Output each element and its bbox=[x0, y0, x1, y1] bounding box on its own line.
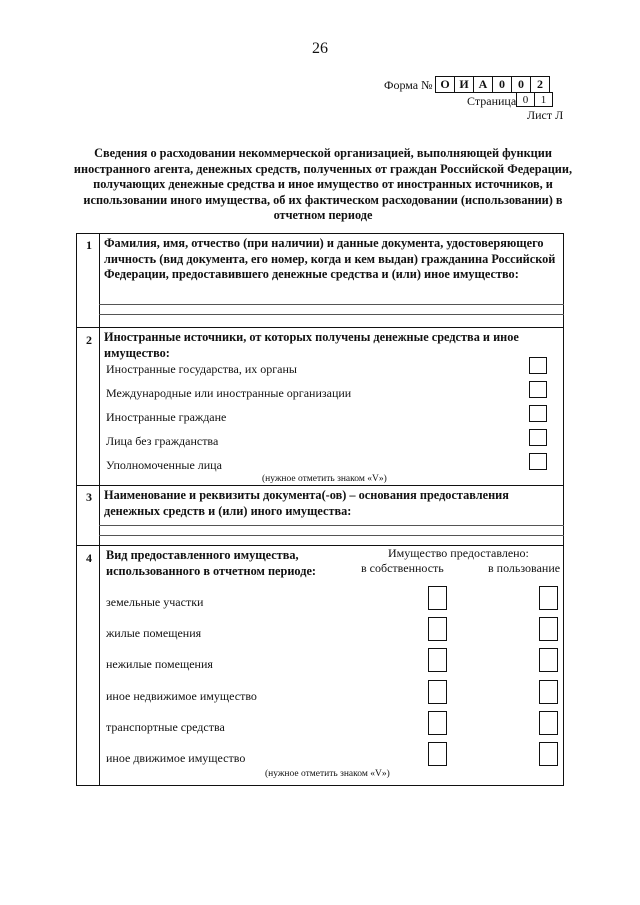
checkbox-ownership-other-movable[interactable] bbox=[428, 742, 447, 766]
column-ownership: в собственность bbox=[361, 561, 444, 575]
checkbox-foreign-citizens[interactable] bbox=[529, 405, 547, 422]
property-type-item: иное недвижимое имущество bbox=[106, 689, 257, 703]
checkbox-ownership-nonresidential[interactable] bbox=[428, 648, 447, 672]
form-code-cell: 0 bbox=[492, 76, 512, 93]
form-code-cell: О bbox=[435, 76, 455, 93]
checkbox-stateless-persons[interactable] bbox=[529, 429, 547, 446]
form-number-label: Форма № bbox=[384, 78, 433, 92]
column-use: в пользование bbox=[488, 561, 561, 575]
section-2-number: 2 bbox=[86, 333, 92, 347]
checkbox-use-land[interactable] bbox=[539, 586, 558, 610]
property-provided-label: Имущество предоставлено: bbox=[388, 546, 529, 560]
section-1-number: 1 bbox=[86, 238, 92, 252]
section-4-heading: Вид предоставленного имущества, использованного в отчетном периоде: bbox=[106, 548, 316, 578]
checkbox-use-nonresidential[interactable] bbox=[539, 648, 558, 672]
checkbox-authorized-persons[interactable] bbox=[529, 453, 547, 470]
section-2-heading: Иностранные источники, от которых получены денежные средства и иное имущество: bbox=[104, 330, 519, 360]
form-code-cell: А bbox=[473, 76, 493, 93]
foreign-source-item: Иностранные граждане bbox=[106, 410, 227, 424]
input-line bbox=[99, 535, 564, 536]
page-label: Страница bbox=[467, 94, 517, 108]
page-number: 26 bbox=[312, 40, 328, 57]
input-line bbox=[99, 304, 564, 305]
property-type-item: нежилые помещения bbox=[106, 657, 213, 671]
checkbox-ownership-vehicles[interactable] bbox=[428, 711, 447, 735]
section-3-number: 3 bbox=[86, 490, 92, 504]
property-type-item: жилые помещения bbox=[106, 626, 202, 640]
checkbox-use-other-real-estate[interactable] bbox=[539, 680, 558, 704]
form-code-cell: 0 bbox=[511, 76, 531, 93]
checkbox-ownership-other-real-estate[interactable] bbox=[428, 680, 447, 704]
input-line bbox=[99, 525, 564, 526]
property-type-item: транспортные средства bbox=[106, 720, 225, 734]
sheet-label: Лист Л bbox=[527, 108, 564, 122]
form-code-cells bbox=[436, 76, 550, 93]
section-1-heading: Фамилия, имя, отчество (при наличии) и данные документа, удостоверяющего личность (вид документа, его номер, когда и кем выдан) гражданина Российской Федерации, предоставившего денежные средства и (или) иное имущество: bbox=[104, 236, 556, 281]
checkbox-use-residential[interactable] bbox=[539, 617, 558, 641]
input-line bbox=[99, 314, 564, 315]
property-type-item: земельные участки bbox=[106, 595, 204, 609]
checkbox-foreign-states[interactable] bbox=[529, 357, 547, 374]
page-code-cells bbox=[517, 92, 553, 107]
form-code-cell: 2 bbox=[530, 76, 550, 93]
page-code-cell: 0 bbox=[516, 92, 535, 107]
page-code-cell: 1 bbox=[534, 92, 553, 107]
property-type-item: иное движимое имущество bbox=[106, 751, 246, 765]
section-3-heading: Наименование и реквизиты документа(-ов) – основания предоставления денежных средств и (или) иного имущества: bbox=[104, 488, 509, 518]
mark-note: (нужное отметить знаком «V») bbox=[262, 474, 387, 484]
foreign-source-item: Уполномоченные лица bbox=[106, 458, 222, 472]
checkbox-international-orgs[interactable] bbox=[529, 381, 547, 398]
mark-note: (нужное отметить знаком «V») bbox=[265, 769, 390, 779]
foreign-source-item: Иностранные государства, их органы bbox=[106, 362, 297, 376]
foreign-source-item: Лица без гражданства bbox=[106, 434, 219, 448]
section-divider bbox=[76, 327, 564, 328]
foreign-source-item: Международные или иностранные организации bbox=[106, 386, 352, 400]
checkbox-use-other-movable[interactable] bbox=[539, 742, 558, 766]
form-code-cell: И bbox=[454, 76, 474, 93]
section-divider bbox=[76, 485, 564, 486]
checkbox-use-vehicles[interactable] bbox=[539, 711, 558, 735]
checkbox-ownership-residential[interactable] bbox=[428, 617, 447, 641]
checkbox-ownership-land[interactable] bbox=[428, 586, 447, 610]
document-title: Сведения о расходовании некоммерческой организацией, выполняющей функции иностранного агента, денежных средств, полученных от граждан Российской Федерации, получающих денежные средства и иное имущество от иностранных источников, и использовании иного имущества, об их фактическом расходовании (использовании) в отчетном периоде bbox=[73, 146, 573, 222]
column-divider bbox=[99, 233, 100, 786]
section-4-number: 4 bbox=[86, 551, 92, 565]
